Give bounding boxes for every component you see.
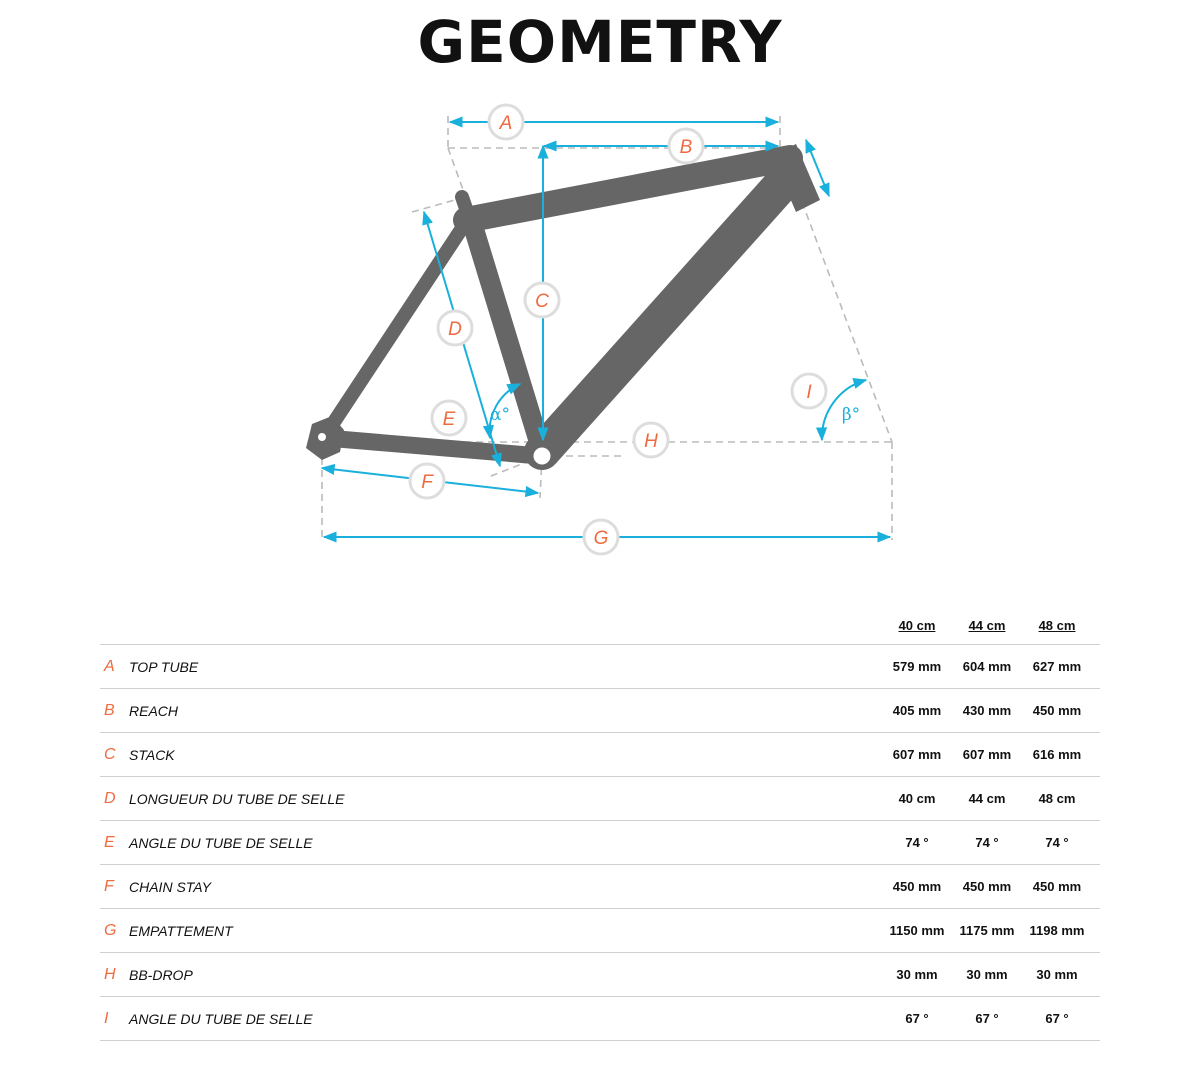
row-value: 616 mm [1022,733,1092,777]
row-letter: C [104,745,116,763]
row-value: 1198 mm [1022,909,1092,953]
row-name: LONGUEUR DU TUBE DE SELLE [129,790,345,807]
row-value: 450 mm [1022,689,1092,733]
beta-angle-label: β° [841,405,861,425]
table-row [100,645,1100,689]
header-empty-name [129,606,882,645]
row-value: 44 cm [952,777,1022,821]
label-I-text: I [806,382,812,403]
row-value: 67 ° [882,997,952,1041]
label-H-text: H [644,431,658,452]
row-letter: D [104,789,116,807]
label-E-text: E [442,409,456,430]
label-B-text: B [679,137,693,158]
table-row [100,997,1100,1041]
label-E [432,401,466,435]
label-C-text: C [535,291,549,312]
row-value: 405 mm [882,689,952,733]
row-value: 1150 mm [882,909,952,953]
row-name: ANGLE DU TUBE DE SELLE [129,1010,313,1027]
row-name: BB-DROP [129,966,193,983]
row-value: 30 mm [1022,953,1092,997]
row-value: 450 mm [882,865,952,909]
label-C [525,283,559,317]
row-value: 74 ° [952,821,1022,865]
row-name: CHAIN STAY [129,878,211,895]
row-value: 67 ° [952,997,1022,1041]
row-value: 30 mm [882,953,952,997]
label-F [410,464,444,498]
size-column-header: 48 cm [1038,617,1076,633]
label-A-text: A [499,113,513,134]
row-letter: A [104,657,115,675]
size-column-header: 40 cm [898,617,936,633]
row-value: 74 ° [1022,821,1092,865]
label-D [438,311,472,345]
row-letter: H [104,965,116,983]
row-value: 450 mm [952,865,1022,909]
row-letter: F [104,877,114,895]
row-value: 40 cm [882,777,952,821]
row-value: 74 ° [882,821,952,865]
row-letter: I [104,1009,109,1027]
row-value: 1175 mm [952,909,1022,953]
label-B [669,129,703,163]
alpha-angle-label: α° [490,405,510,425]
row-value: 607 mm [952,733,1022,777]
table-row [100,865,1100,909]
row-value: 579 mm [882,645,952,689]
row-name: REACH [129,702,179,719]
label-I [792,374,826,408]
row-name: ANGLE DU TUBE DE SELLE [129,834,313,851]
row-name: TOP TUBE [129,658,199,675]
row-value: 67 ° [1022,997,1092,1041]
header-empty [100,606,129,645]
row-value: 30 mm [952,953,1022,997]
label-F-text: F [421,472,433,493]
row-value: 604 mm [952,645,1022,689]
row-value: 450 mm [1022,865,1092,909]
geometry-table [100,606,1100,1041]
label-G [584,520,618,554]
label-H [634,423,668,457]
table-row [100,821,1100,865]
label-G-text: G [593,528,609,549]
row-name: STACK [129,746,175,763]
table-row [100,953,1100,997]
table-header-row [100,606,1100,645]
row-letter: G [104,921,117,939]
label-D-text: D [448,319,462,340]
table-row [100,689,1100,733]
page-title: GEOMETRY [417,8,783,76]
row-name: EMPATTEMENT [129,922,233,939]
row-letter: B [104,701,115,719]
row-letter: E [104,833,115,851]
table-row [100,777,1100,821]
row-value: 430 mm [952,689,1022,733]
table-row [100,733,1100,777]
row-value: 607 mm [882,733,952,777]
table-row [100,909,1100,953]
label-A [489,105,523,139]
row-value: 48 cm [1022,777,1092,821]
size-column-header: 44 cm [968,617,1006,633]
row-value: 627 mm [1022,645,1092,689]
